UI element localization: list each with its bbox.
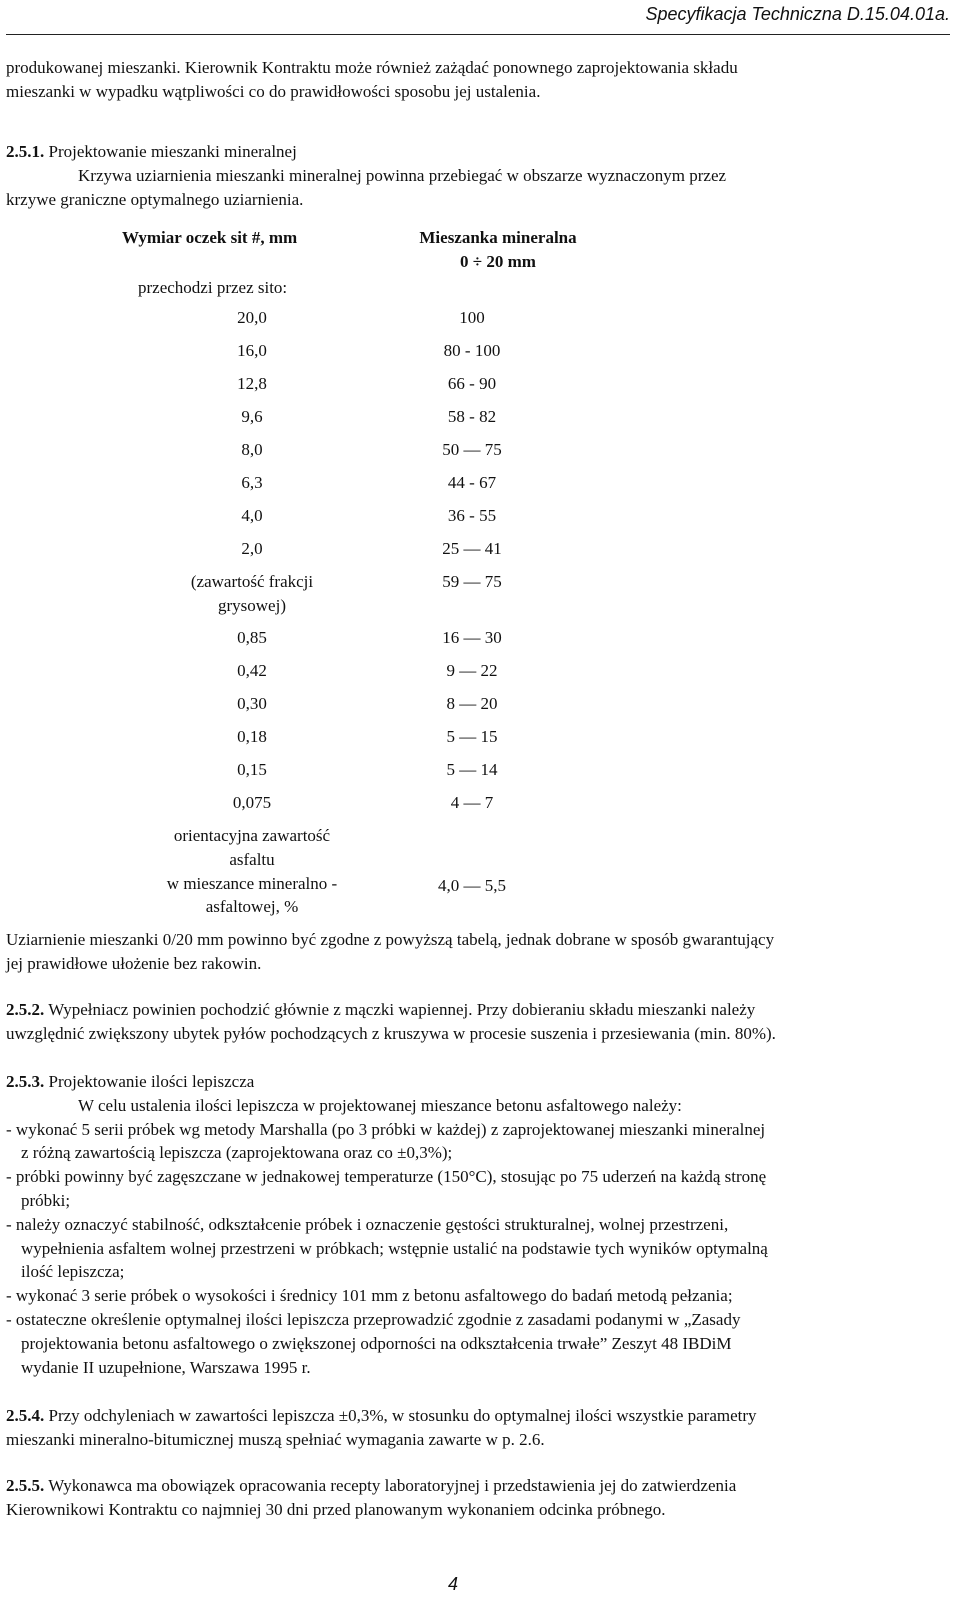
passing-range: 44 - 67 (447, 473, 497, 492)
table-header (112, 226, 582, 306)
procedure-list (6, 1118, 946, 1380)
sieve-column-header: Wymiar oczek sit #, mm (122, 228, 298, 247)
table-row (112, 438, 582, 471)
section-number: 2.5.4. (6, 1406, 45, 1425)
table-row (112, 791, 582, 824)
table-row (112, 471, 582, 504)
sieve-size: 4,0 (241, 506, 263, 525)
table-row (112, 372, 582, 405)
header-divider (6, 34, 950, 35)
table-row (112, 626, 582, 659)
passing-range: 8 ― 20 (446, 694, 498, 713)
section-number: 2.5.5. (6, 1476, 45, 1495)
sieve-size: 2,0 (241, 539, 263, 558)
sieve-size: 0,85 (237, 628, 267, 647)
sieve-size: 0,075 (232, 793, 272, 812)
section-title: Projektowanie ilości lepiszcza (44, 1072, 255, 1091)
passing-subheader: przechodzi przez sito: (138, 278, 288, 297)
binder-label-line-2: asfaltu (229, 849, 275, 869)
table-row (112, 824, 582, 936)
table-row (112, 405, 582, 438)
list-item: - wykonać 3 serie próbek o wysokości i średnicy 101 mm z betonu asfaltowego do badań metodą pełzania; (6, 1286, 733, 1306)
table-row (112, 659, 582, 692)
section-2-5-4 (6, 1404, 946, 1452)
list-item: - ostateczne określenie optymalnej ilości lepiszcza przeprowadzić zgodnie z zasadami podanymi w „Zasady projektowania betonu asfaltowego o zwiększonej odporności na odkształcenia trwałe” Zeszyt 48 IBDiM wydanie II uzupełnione, Warszawa 1995 r. (6, 1309, 741, 1377)
table-row (112, 306, 582, 339)
sieve-size: 16,0 (237, 341, 267, 360)
grading-table (112, 226, 582, 936)
passing-range: 16 ― 30 (442, 628, 502, 647)
section-number: 2.5.3. (6, 1072, 45, 1091)
document-header-title: Specyfikacja Techniczna D.15.04.01a. (645, 4, 950, 24)
table-row (112, 537, 582, 570)
note-line-1: Uziarnienie mieszanki 0/20 mm powinno być zgodne z powyższą tabelą, jednak dobrane w sposób gwarantujący (6, 930, 775, 949)
table-row (112, 504, 582, 537)
table-row (112, 339, 582, 372)
passing-range: 100 (459, 308, 485, 327)
section-number: 2.5.2. (6, 1000, 45, 1019)
sieve-size: 0,15 (237, 760, 267, 779)
section-2-5-2 (6, 998, 946, 1046)
sieve-size: 8,0 (241, 440, 263, 459)
section-line-2: krzywe graniczne optymalnego uziarnienia. (6, 189, 304, 209)
section-line-1: Krzywa uziarnienia mieszanki mineralnej powinna przebiegać w obszarze wyznaczonym przez (78, 165, 727, 185)
list-item: - próbki powinny być zagęszczane w jednakowej temperaturze (150°C), stosując po 75 uderzeń na każdą stronę próbki; (6, 1167, 767, 1210)
passing-range: 36 - 55 (447, 506, 497, 525)
passing-range: 66 - 90 (447, 374, 497, 393)
passing-range: 9 ― 22 (446, 661, 498, 680)
note-line-2: jej prawidłowe ułożenie bez rakowin. (6, 953, 262, 973)
binder-label-line-1: orientacyjna zawartość (173, 826, 331, 845)
section-number: 2.5.1. (6, 142, 45, 161)
page-number: 4 (448, 1574, 459, 1594)
passing-range: 5 ― 15 (446, 727, 498, 746)
passing-range: 59 ― 75 (442, 572, 502, 591)
passing-range: 25 ― 41 (442, 539, 502, 558)
section-2-5-3 (6, 1070, 946, 1379)
binder-content-range: 4,0 ― 5,5 (438, 876, 506, 895)
table-row (112, 725, 582, 758)
sieve-size: 0,18 (237, 727, 267, 746)
table-row (112, 758, 582, 791)
passing-range: 50 ― 75 (442, 440, 502, 459)
grit-fraction-line-1: (zawartość frakcji (190, 572, 314, 591)
sieve-size: 0,30 (237, 694, 267, 713)
section-text-line-2: Kierownikowi Kontraktu co najmniej 30 dni przed planowanym wykonaniem odcinka próbnego. (6, 1499, 666, 1519)
list-item: - należy oznaczyć stabilność, odkształcenie próbek i oznaczenie gęstości strukturalnej, wolnej przestrzeni, wypełnienia asfaltem wolnej przestrzeni w próbkach; wstępnie ustalić na podstawie tych wyników optymalną ilość lepiszcza; (6, 1214, 768, 1282)
passing-range: 58 - 82 (447, 407, 497, 426)
binder-content-label (112, 824, 392, 919)
section-2-5-5 (6, 1474, 946, 1522)
mix-header-line-1: Mieszanka mineralna (419, 228, 577, 247)
sieve-size: 9,6 (241, 407, 263, 426)
section-text-line-1: Przy odchyleniach w zawartości lepiszcza ±0,3%, w stosunku do optymalnej ilości wszystkie parametry (44, 1406, 757, 1425)
mix-header-line-2: 0 ÷ 20 mm (460, 251, 536, 271)
sieve-size: 20,0 (237, 308, 267, 327)
section-text-line-1: Wypełniacz powinien pochodzić głównie z mączki wapiennej. Przy dobieraniu składu mieszanki należy (44, 1000, 756, 1019)
section-title: Projektowanie mieszanki mineralnej (44, 142, 297, 161)
list-item: - wykonać 5 serii próbek wg metody Marshalla (po 3 próbki w każdej) z zaprojektowanej mieszanki mineralnej z różną zawartością lepiszcza (zaprojektowana oraz co ±0,3%); (6, 1119, 766, 1163)
passing-range: 4 ― 7 (450, 793, 494, 812)
table-row (112, 570, 582, 626)
sieve-size: 12,8 (237, 374, 267, 393)
table-row (112, 692, 582, 725)
intro-paragraph (6, 56, 946, 104)
grit-fraction-line-2: grysowej) (218, 595, 286, 615)
section-text-line-2: mieszanki mineralno-bitumicznej muszą spełniać wymagania zawarte w p. 2.6. (6, 1429, 545, 1449)
intro-line-2: mieszanki w wypadku wątpliwości co do prawidłowości sposobu jej ustalenia. (6, 81, 541, 101)
sieve-size (112, 570, 392, 618)
sieve-size: 6,3 (241, 473, 263, 492)
binder-label-line-4: asfaltowej, % (205, 897, 299, 917)
table-note-paragraph (6, 928, 946, 976)
passing-range: 80 - 100 (443, 341, 501, 360)
section-text-line-1: Wykonawca ma obowiązek opracowania recepty laboratoryjnej i przedstawienia jej do zatwierdzenia (44, 1476, 737, 1495)
section-text-line-2: uwzględnić zwiększony ubytek pyłów pochodzących z kruszywa w procesie suszenia i przesiewania (min. 80%). (6, 1023, 776, 1043)
section-2-5-1 (6, 140, 946, 211)
passing-range: 5 ― 14 (446, 760, 498, 779)
mix-column-header (408, 226, 588, 274)
binder-label-line-3: w mieszance mineralno - (166, 873, 338, 893)
sieve-size: 0,42 (237, 661, 267, 680)
section-intro: W celu ustalenia ilości lepiszcza w projektowanej mieszance betonu asfaltowego należy: (78, 1095, 682, 1115)
intro-line-1: produkowanej mieszanki. Kierownik Kontraktu może również zażądać ponownego zaprojektowania składu (6, 58, 738, 77)
